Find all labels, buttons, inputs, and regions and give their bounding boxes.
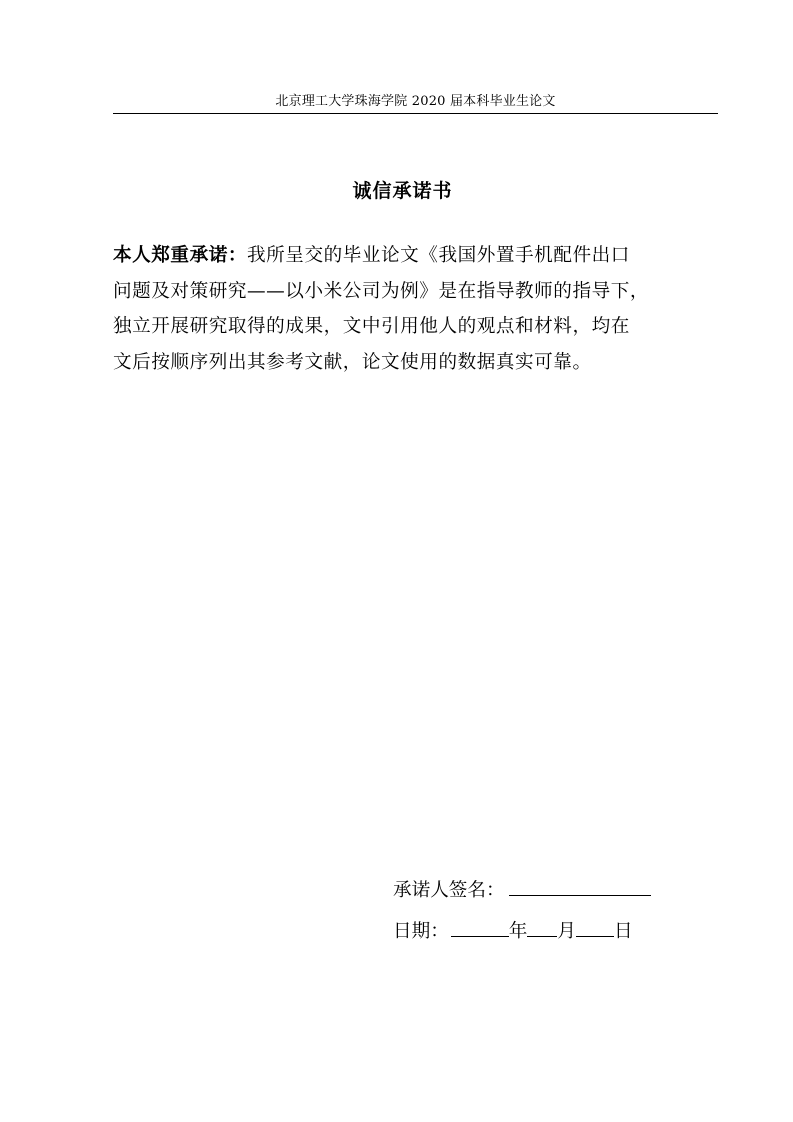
pledge-lead: 本人郑重承诺： [113,245,248,266]
document-title: 诚信承诺书 [352,180,453,202]
pledge-line-2: 问题及对策研究——以小米公司为例》是在指导教师的指导下， [113,280,650,302]
signature-blank [509,875,651,896]
day-blank [576,916,614,937]
date-label: 日期： [393,921,449,942]
year-blank [451,916,509,937]
month-blank [527,916,557,937]
signer-label: 承诺人签名： [393,880,505,901]
month-label: 月 [557,921,577,942]
pledge-paragraph [113,238,692,380]
page-header [113,93,718,114]
pledge-text-1: 我所呈交的毕业论文《我国外置手机配件出口 [247,245,630,266]
pledge-line-4: 文后按顺序列出其参考文献，论文使用的数据真实可靠。 [113,351,592,373]
date-row [393,916,633,945]
year-label: 年 [508,921,528,942]
pledge-line-3: 独立开展研究取得的成果，文中引用他人的观点和材料，均在 [113,316,630,338]
pledge-line-1 [113,238,692,274]
signature-row [393,875,651,904]
header-text: 北京理工大学珠海学院 2020 届本科毕业生论文 [275,94,556,109]
day-label: 日 [614,921,633,942]
